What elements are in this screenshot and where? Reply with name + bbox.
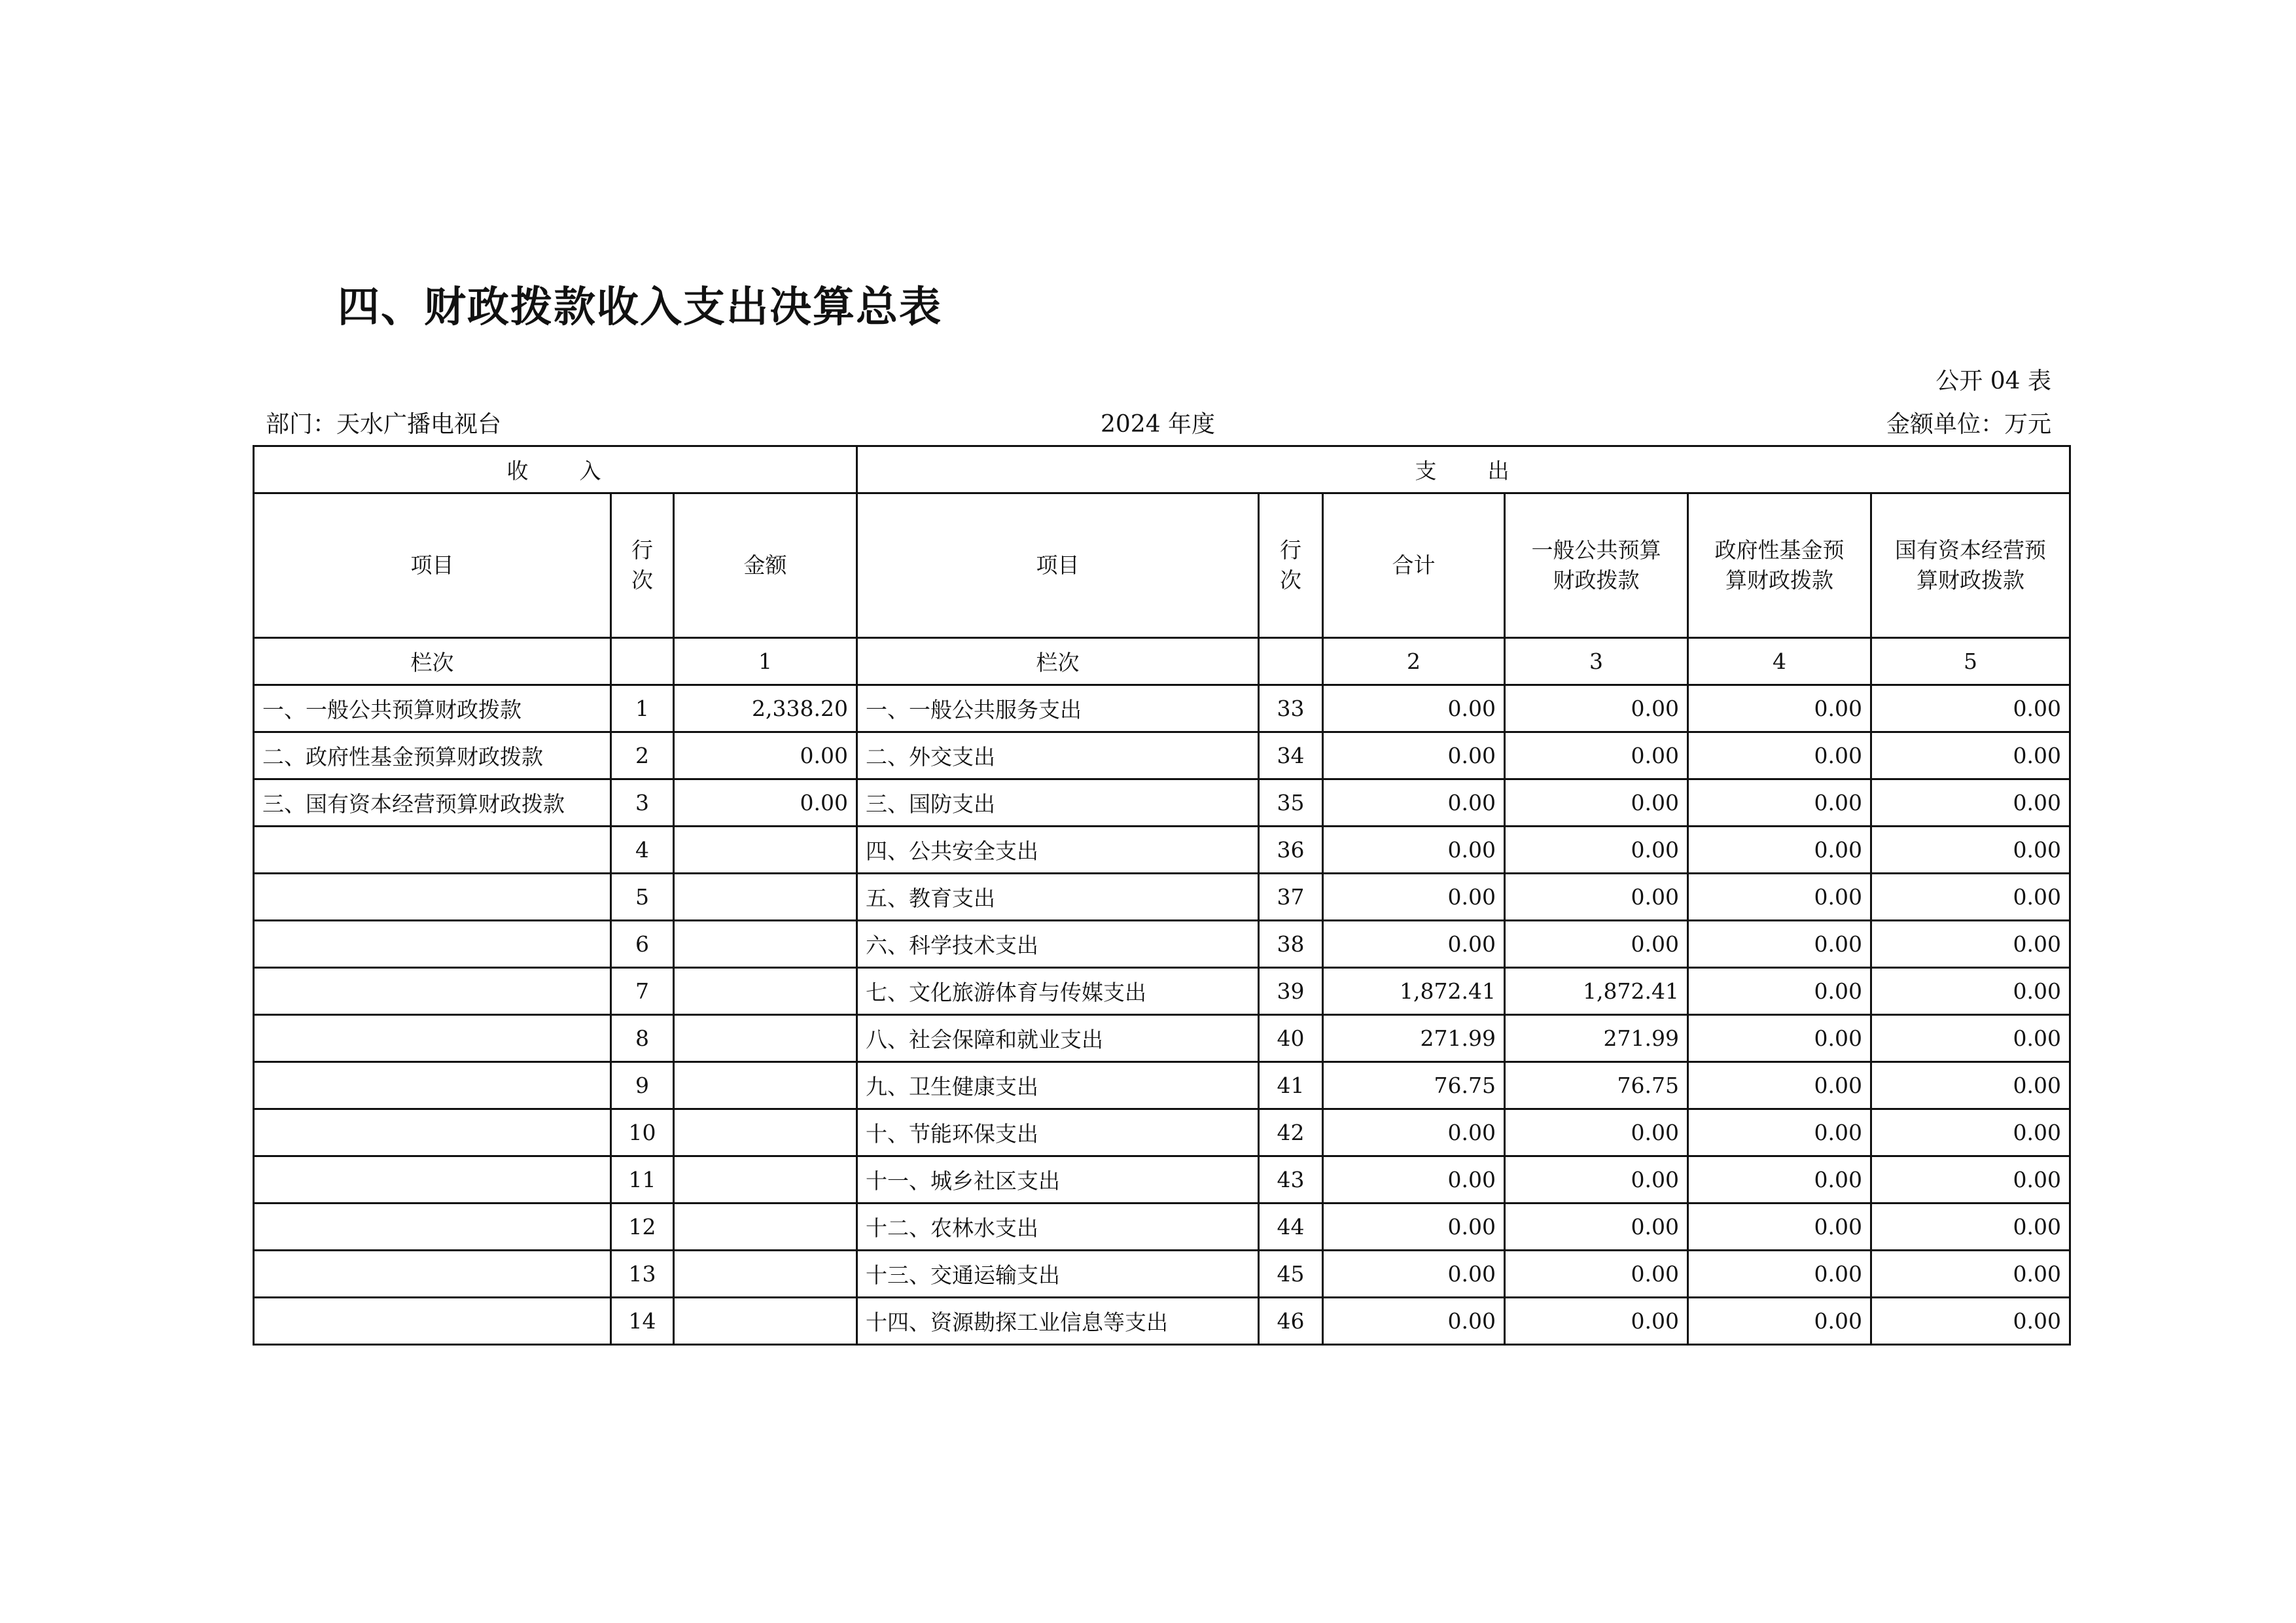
income-row-no-cell: 9 (611, 1062, 674, 1109)
income-row-no-cell: 11 (611, 1156, 674, 1204)
gov-fund-cell: 0.00 (1688, 1298, 1871, 1345)
income-row-no-cell: 5 (611, 874, 674, 921)
income-row-no-cell: 8 (611, 1015, 674, 1062)
gov-fund-cell: 0.00 (1688, 921, 1871, 968)
column-header-row (254, 493, 2070, 638)
expense-row-no-cell: 43 (1259, 1156, 1323, 1204)
col-header-income-item: 项目 (254, 493, 611, 638)
expense-item-cell: 十二、农林水支出 (857, 1204, 1259, 1251)
income-item-cell (254, 874, 611, 921)
amount-cell (674, 1109, 857, 1156)
table-row (254, 732, 2070, 779)
column-index-gov-fund: 4 (1688, 638, 1871, 685)
column-index-expense-item: 栏次 (857, 638, 1259, 685)
income-row-no-cell: 3 (611, 779, 674, 827)
expense-item-cell: 六、科学技术支出 (857, 921, 1259, 968)
income-item-cell (254, 1156, 611, 1204)
amount-cell: 0.00 (674, 779, 857, 827)
department-label: 部门：天水广播电视台 (266, 411, 502, 438)
expense-item-cell: 十四、资源勘探工业信息等支出 (857, 1298, 1259, 1345)
income-row-no-cell: 13 (611, 1251, 674, 1298)
col-header-general: 一般公共预算财政拨款 (1505, 493, 1688, 638)
state-capital-cell: 0.00 (1871, 779, 2070, 827)
expense-row-no-cell: 39 (1259, 968, 1323, 1015)
total-cell: 0.00 (1323, 779, 1505, 827)
income-item-cell (254, 1109, 611, 1156)
column-index-total: 2 (1323, 638, 1505, 685)
general-cell: 1,872.41 (1505, 968, 1688, 1015)
col-header-expense-row-no: 行次 (1259, 493, 1323, 638)
general-cell: 0.00 (1505, 921, 1688, 968)
gov-fund-cell: 0.00 (1688, 732, 1871, 779)
expense-item-cell: 十一、城乡社区支出 (857, 1156, 1259, 1204)
state-capital-cell: 0.00 (1871, 968, 2070, 1015)
table-row (254, 968, 2070, 1015)
col-header-gov-fund: 政府性基金预算财政拨款 (1688, 493, 1871, 638)
section-header-row (254, 446, 2070, 493)
general-cell: 0.00 (1505, 874, 1688, 921)
table-row (254, 1109, 2070, 1156)
income-row-no-cell: 7 (611, 968, 674, 1015)
column-index-row (254, 638, 2070, 685)
state-capital-cell: 0.00 (1871, 1109, 2070, 1156)
amount-cell (674, 1204, 857, 1251)
expense-item-cell: 三、国防支出 (857, 779, 1259, 827)
income-row-no-cell: 14 (611, 1298, 674, 1345)
col-header-expense-item: 项目 (857, 493, 1259, 638)
state-capital-cell: 0.00 (1871, 685, 2070, 732)
expense-row-no-cell: 34 (1259, 732, 1323, 779)
table-row (254, 827, 2070, 874)
amount-cell (674, 827, 857, 874)
column-index-income-row-no (611, 638, 674, 685)
expense-row-no-cell: 41 (1259, 1062, 1323, 1109)
income-section-header: 收 入 (254, 446, 857, 493)
table-row (254, 1062, 2070, 1109)
total-cell: 76.75 (1323, 1062, 1505, 1109)
gov-fund-cell: 0.00 (1688, 1156, 1871, 1204)
gov-fund-cell: 0.00 (1688, 874, 1871, 921)
income-row-no-cell: 6 (611, 921, 674, 968)
income-row-no-cell: 4 (611, 827, 674, 874)
amount-cell (674, 1062, 857, 1109)
meta-row (266, 406, 2051, 437)
table-row (254, 1298, 2070, 1345)
income-item-cell (254, 1251, 611, 1298)
general-cell: 0.00 (1505, 685, 1688, 732)
state-capital-cell: 0.00 (1871, 827, 2070, 874)
expense-row-no-cell: 35 (1259, 779, 1323, 827)
amount-cell (674, 968, 857, 1015)
column-index-state-capital: 5 (1871, 638, 2070, 685)
expense-item-cell: 一、一般公共服务支出 (857, 685, 1259, 732)
table-row (254, 1156, 2070, 1204)
gov-fund-cell: 0.00 (1688, 1062, 1871, 1109)
expense-row-no-cell: 38 (1259, 921, 1323, 968)
general-cell: 0.00 (1505, 732, 1688, 779)
table-row (254, 921, 2070, 968)
column-index-income-item: 栏次 (254, 638, 611, 685)
income-item-cell (254, 1062, 611, 1109)
expense-item-cell: 八、社会保障和就业支出 (857, 1015, 1259, 1062)
general-cell: 0.00 (1505, 1156, 1688, 1204)
state-capital-cell: 0.00 (1871, 874, 2070, 921)
total-cell: 0.00 (1323, 1156, 1505, 1204)
general-cell: 271.99 (1505, 1015, 1688, 1062)
page-title: 四、财政拨款收入支出决算总表 (338, 283, 942, 332)
state-capital-cell: 0.00 (1871, 1015, 2070, 1062)
appropriation-summary-table (253, 445, 2071, 1346)
amount-cell (674, 1251, 857, 1298)
state-capital-cell: 0.00 (1871, 1156, 2070, 1204)
expense-row-no-cell: 33 (1259, 685, 1323, 732)
table-row (254, 1251, 2070, 1298)
income-row-no-cell: 12 (611, 1204, 674, 1251)
amount-cell (674, 921, 857, 968)
income-item-cell (254, 827, 611, 874)
table-row (254, 779, 2070, 827)
amount-cell (674, 1156, 857, 1204)
total-cell: 0.00 (1323, 1109, 1505, 1156)
income-item-cell (254, 921, 611, 968)
gov-fund-cell: 0.00 (1688, 1251, 1871, 1298)
total-cell: 0.00 (1323, 685, 1505, 732)
table-row (254, 685, 2070, 732)
income-item-cell: 二、政府性基金预算财政拨款 (254, 732, 611, 779)
gov-fund-cell: 0.00 (1688, 779, 1871, 827)
gov-fund-cell: 0.00 (1688, 685, 1871, 732)
general-cell: 0.00 (1505, 1251, 1688, 1298)
total-cell: 0.00 (1323, 1298, 1505, 1345)
col-header-state-capital: 国有资本经营预算财政拨款 (1871, 493, 2070, 638)
fiscal-year: 2024 年度 (1101, 411, 1216, 438)
expense-row-no-cell: 46 (1259, 1298, 1323, 1345)
income-item-cell (254, 1204, 611, 1251)
table-row (254, 1204, 2070, 1251)
income-row-no-cell: 1 (611, 685, 674, 732)
expense-row-no-cell: 44 (1259, 1204, 1323, 1251)
general-cell: 0.00 (1505, 827, 1688, 874)
total-cell: 0.00 (1323, 921, 1505, 968)
amount-cell (674, 1015, 857, 1062)
total-cell: 0.00 (1323, 827, 1505, 874)
expense-item-cell: 二、外交支出 (857, 732, 1259, 779)
expense-item-cell: 十三、交通运输支出 (857, 1251, 1259, 1298)
expense-row-no-cell: 36 (1259, 827, 1323, 874)
expense-item-cell: 四、公共安全支出 (857, 827, 1259, 874)
expense-item-cell: 七、文化旅游体育与传媒支出 (857, 968, 1259, 1015)
state-capital-cell: 0.00 (1871, 1204, 2070, 1251)
column-index-general: 3 (1505, 638, 1688, 685)
income-item-cell (254, 1298, 611, 1345)
income-item-cell (254, 1015, 611, 1062)
state-capital-cell: 0.00 (1871, 1298, 2070, 1345)
amount-cell (674, 874, 857, 921)
col-header-total: 合计 (1323, 493, 1505, 638)
form-number: 公开 04 表 (1935, 368, 2051, 395)
general-cell: 0.00 (1505, 779, 1688, 827)
amount-unit: 金额单位：万元 (1886, 411, 2051, 438)
gov-fund-cell: 0.00 (1688, 1015, 1871, 1062)
total-cell: 0.00 (1323, 1204, 1505, 1251)
state-capital-cell: 0.00 (1871, 732, 2070, 779)
general-cell: 76.75 (1505, 1062, 1688, 1109)
amount-cell: 0.00 (674, 732, 857, 779)
table-row (254, 874, 2070, 921)
total-cell: 0.00 (1323, 874, 1505, 921)
amount-cell: 2,338.20 (674, 685, 857, 732)
total-cell: 271.99 (1323, 1015, 1505, 1062)
income-row-no-cell: 10 (611, 1109, 674, 1156)
expense-row-no-cell: 40 (1259, 1015, 1323, 1062)
income-row-no-cell: 2 (611, 732, 674, 779)
column-index-amount: 1 (674, 638, 857, 685)
income-item-cell: 三、国有资本经营预算财政拨款 (254, 779, 611, 827)
gov-fund-cell: 0.00 (1688, 1204, 1871, 1251)
col-header-amount: 金额 (674, 493, 857, 638)
general-cell: 0.00 (1505, 1298, 1688, 1345)
general-cell: 0.00 (1505, 1204, 1688, 1251)
income-item-cell: 一、一般公共预算财政拨款 (254, 685, 611, 732)
gov-fund-cell: 0.00 (1688, 1109, 1871, 1156)
total-cell: 0.00 (1323, 732, 1505, 779)
amount-cell (674, 1298, 857, 1345)
expense-section-header: 支 出 (857, 446, 2070, 493)
expense-item-cell: 十、节能环保支出 (857, 1109, 1259, 1156)
expense-row-no-cell: 42 (1259, 1109, 1323, 1156)
expense-row-no-cell: 45 (1259, 1251, 1323, 1298)
expense-row-no-cell: 37 (1259, 874, 1323, 921)
general-cell: 0.00 (1505, 1109, 1688, 1156)
state-capital-cell: 0.00 (1871, 1251, 2070, 1298)
total-cell: 1,872.41 (1323, 968, 1505, 1015)
state-capital-cell: 0.00 (1871, 921, 2070, 968)
gov-fund-cell: 0.00 (1688, 827, 1871, 874)
expense-item-cell: 九、卫生健康支出 (857, 1062, 1259, 1109)
state-capital-cell: 0.00 (1871, 1062, 2070, 1109)
expense-item-cell: 五、教育支出 (857, 874, 1259, 921)
gov-fund-cell: 0.00 (1688, 968, 1871, 1015)
column-index-expense-row-no (1259, 638, 1323, 685)
table-row (254, 1015, 2070, 1062)
total-cell: 0.00 (1323, 1251, 1505, 1298)
col-header-income-row-no: 行次 (611, 493, 674, 638)
income-item-cell (254, 968, 611, 1015)
